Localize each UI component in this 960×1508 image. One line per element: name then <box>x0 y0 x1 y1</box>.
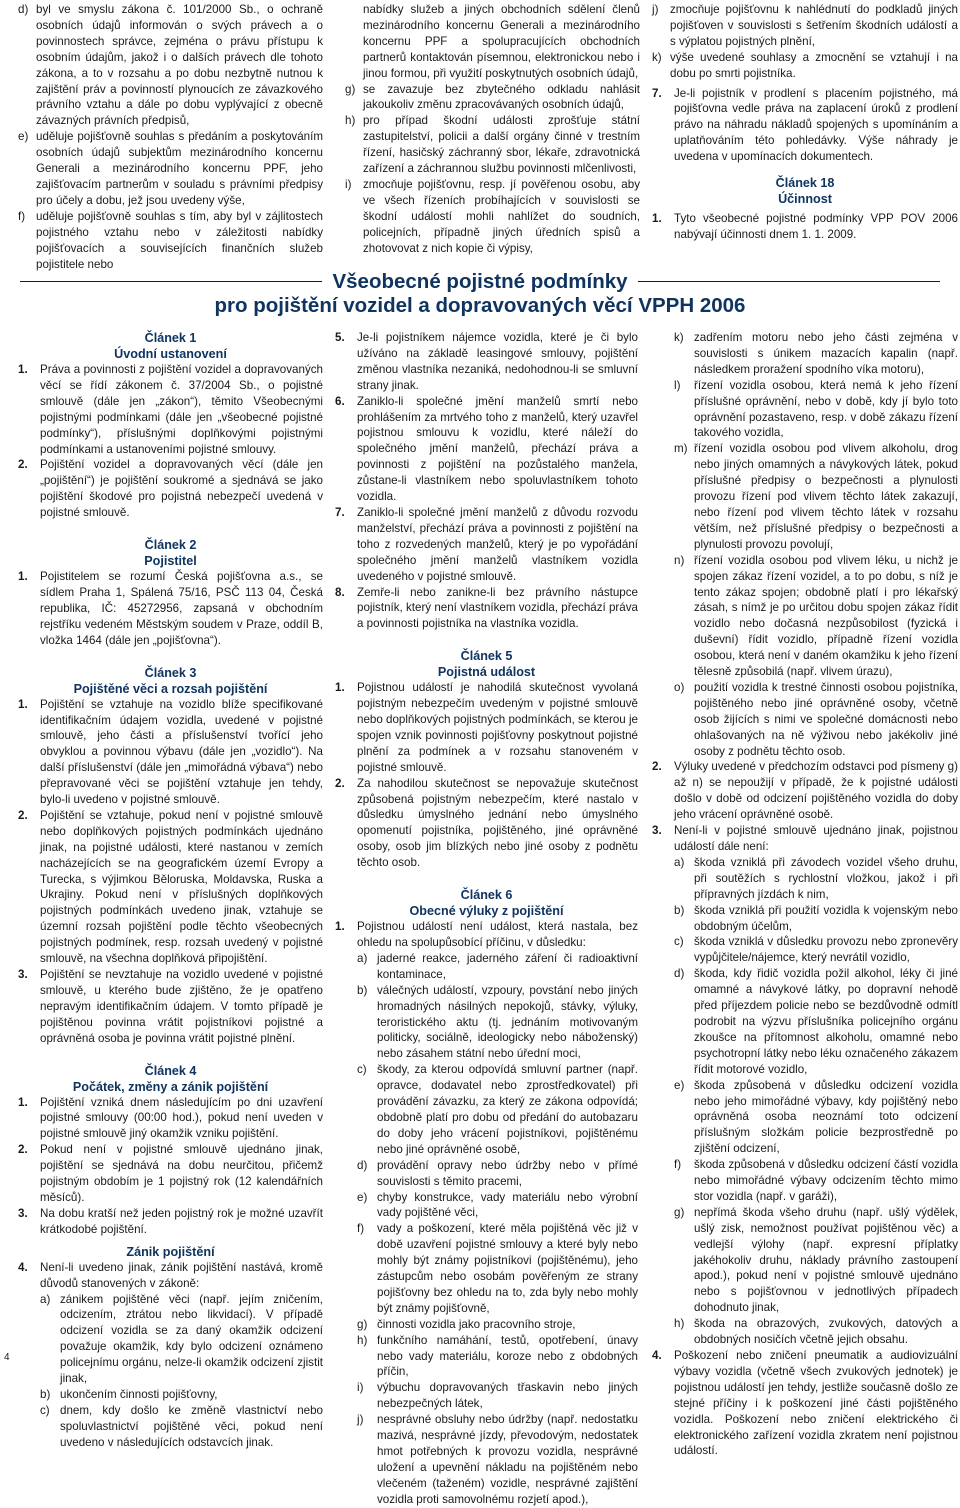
item-text: Pojištění se vztahuje, pokud není v pojistné smlouvě nebo doplňkových pojistných podmínkách ujednáno jinak, na pojistné události, které nastanou v zemích nacházejících se na geografickém území Evropy a Turecka, s výjimkou Běloruska, Moldavska, Ruska a Ukrajiny. Pokud není v příslušných doplňkových pojistných podmínkách uvedeno jinak, vztahuje se územní rozsah pojištění podle těchto všeobecných pojistných podmínek, resp. rozsah uvedený v pojistné smlouvě, na všechna doplňková připojištění. <box>40 808 323 966</box>
article-2-title: Článek 2 <box>144 538 197 553</box>
item-marker: j) <box>357 1413 364 1427</box>
item-text: škody, za kterou odpovídá smluvní partner (např. opravce, dodavatel nebo zprostředkovatel) při provádění závazku, za který ze zákona odpovídá; obdobně platí pro dobu od předání do autobazaru do doby jeho vrácení pojistníkovi, pojištěnému nebo jiné oprávněné osobě, <box>377 1063 638 1156</box>
list-item <box>357 1412 638 1507</box>
item-text: zadřením motoru nebo jeho části zejména v souvislosti s únikem mazacích kapalin (např. následkem proražení spodního víka motoru), <box>694 331 958 376</box>
item-text: řízení vozidla osobou pod vlivem léku, u nichž je spojen zákaz řízení vozidel, a to po dobu, s níž je tento zákaz spojen; obdobně platí i pro lékařský zásah, s nímž je po určitou dobu spojen zákaz řídit vozidlo nebo dočasná nezpůsobilost (fyzická i duševní) řídit vozidlo, případně řízení vozidla osobou, která není v daném okamžiku k jeho řízení tělesně způsobilá (např. vlivem úrazu), <box>694 553 958 679</box>
list-item <box>357 1221 638 1316</box>
item-marker: h) <box>357 1333 368 1347</box>
top-column-3 <box>652 2 958 243</box>
item-text: Je-li pojistník v prodlení s placením pojistného, má pojišťovna vedle práva na zaplacení úroků z prodlení právo na náhradu nákladů spojených s upomínáním a uplatňováním této pohledávky. Výše náhrady je uvedena v upomínacích dokumentech. <box>674 86 958 164</box>
list-item <box>357 1333 638 1381</box>
list-item <box>652 759 958 823</box>
item-marker: 7. <box>652 86 662 100</box>
item-text: činnosti vozidla jako pracovního stroje, <box>377 1317 576 1331</box>
item-text: škoda vzniklá při použití vozidla k vojenským nebo obdobným účelům, <box>694 903 958 933</box>
body-column-1 <box>18 330 323 1451</box>
item-text: Na dobu kratší než jeden pojistný rok je možné uzavřít krátkodobé pojištění. <box>40 1206 323 1236</box>
list-item <box>674 1316 958 1348</box>
article-2-subtitle: Pojistitel <box>144 554 197 569</box>
item-text: Je-li pojistníkem nájemce vozidla, které je či bylo užíváno na základě leasingové smlouvy, pojištění změnou vlastníka nezaniká, nedohodnou-li se smluvní strany jinak. <box>357 331 638 392</box>
item-marker: a) <box>357 951 368 965</box>
list-item <box>335 919 638 951</box>
item-marker: e) <box>674 1078 685 1092</box>
item-marker: 2. <box>18 458 28 472</box>
item-marker: 2. <box>18 1143 28 1157</box>
item-text: funkčního namáhání, testů, opotřebení, únavy nebo vady materiálu, koroze nebo z obdobných příčin, <box>377 1333 638 1379</box>
item-marker: 3. <box>652 824 662 838</box>
item-text: vady a poškození, které měla pojištěná věc již v době uzavření pojistné smlouvy a které byly nebo mohly být známy pojistníkovi (pojištěnému), jeho zástupcům nebo osobám pověřeným ze strany pojišťovny bez ohledu na to, zda byly nebo mohly být známy pojišťovně, <box>377 1222 638 1315</box>
item-marker: 8. <box>335 585 345 599</box>
article-5-title: Článek 5 <box>460 649 513 664</box>
item-marker: 4. <box>18 1260 28 1274</box>
item-text: Pojištění se nevztahuje na vozidlo uvedené v pojistné smlouvě, u kterého bude zjištěno, že je opatřeno nepravým identifikačním údajem. V tomto případě je pojištěnou povinna vrátit pojistníkovi pojistné a oprávněná osoba je povinna vrátit pojistné plnění. <box>40 968 323 1045</box>
list-item <box>335 505 638 585</box>
list-item <box>345 177 640 257</box>
list-item <box>357 951 638 983</box>
item-text: Výluky uvedené v předchozím odstavci pod písmeny g) až n) se nepoužijí v případě, že k pojistné události došlo v době od odcizení pojištěného vozidla do doby jeho vrácení oprávněné osobě. <box>674 760 958 822</box>
article-4-title: Článek 4 <box>144 1063 197 1078</box>
list-item <box>652 211 958 243</box>
article-6-title: Článek 6 <box>460 888 513 903</box>
item-text: použití vozidla k trestné činnosti osobou pojistníka, pojištěného nebo jiné oprávněné osoby, včetně osob žijících s nimi ve společné domácnosti nebo ohlašovaných na ně výživou nebo jakékoliv jiné osoby z podnětu těchto osob. <box>694 680 958 758</box>
item-text: Zaniklo-li společné jmění manželů smrtí nebo prohlášením za mrtvého toho z manželů, který uzavřel pojistnou smlouvu k vozidlu, které náleží do společného jmění manželů, přechází práva a povinnosti z pojištění na pozůstalého manžela, zůstane-li vlastníkem nebo spoluvlastníkem tohoto vozidla. <box>357 394 638 504</box>
list-item <box>18 129 323 209</box>
item-marker: g) <box>674 1205 685 1219</box>
list-item <box>357 1317 638 1333</box>
item-text: Za nahodilou skutečnost se nepovažuje skutečnost způsobená pojistným nebezpečím, které nastalo v důsledku úmyslného jednání nebo úmyslného opomenutí pojistníka, pojištěného, jiné oprávněné osoby, osob jim blízkých nebo jiné osoby z podnětu těchto osob. <box>357 776 638 870</box>
item-marker: c) <box>674 935 684 949</box>
item-text: pro případ škodní události zprošťuje státní zastupitelství, policii a další orgány činné v trestním řízení, hasičský záchranný sbor, lékaře, zdravotnická zařízení a záchrannou službu povinnosti mlčenlivosti, <box>363 114 640 176</box>
list-item <box>18 569 323 649</box>
list-item <box>674 966 958 1077</box>
list-item <box>674 1157 958 1205</box>
body-column-3 <box>652 330 958 1459</box>
item-text: Zaniklo-li společné jmění manželů z důvodu rozvodu manželství, přechází práva a povinnosti z pojištění na toho z rozvedených manželů, který je po vypořádání společného jmění manželů vlastníkem vozidla uvedeného v pojistné smlouvě. <box>357 505 638 583</box>
list-item <box>18 697 323 808</box>
list-item <box>18 1206 323 1238</box>
list-item <box>652 1348 958 1459</box>
list-item <box>652 823 958 855</box>
item-marker: b) <box>357 983 368 997</box>
item-text: Poškození nebo zničení pneumatik a audiovizuální výbavy vozidla (včetně všech zvukových jednotek) je pojistnou událostí jen tehdy, jestliže současně došlo ze stejné příčiny i k poškození jiné části pojištěného vozidla. Poškození nebo zničení elektrického či elektronického zařízení vozidla zkratem není pojistnou událostí. <box>674 1349 958 1458</box>
item-marker: g) <box>345 82 356 96</box>
item-text: Pojistitelem se rozumí Česká pojišťovna a.s., se sídlem Praha 1, Spálená 75/16, PSČ 113 04, Česká republika, IČ: 45272956, zapsaná v obchodním rejstříku vedeném Městským soudem v Praze, oddíl B, vložka 1464 (dále jen „pojišťovna“). <box>40 570 323 647</box>
list-item <box>18 2 323 129</box>
item-text: škoda na obrazových, zvukových, datových a obdobných nosičích včetně jejich obsahu. <box>694 1317 958 1347</box>
list-item <box>18 457 323 521</box>
item-marker: c) <box>357 1063 367 1077</box>
item-text: výbuchu dopravovaných třaskavin nebo jiných nebezpečných látek, <box>377 1381 638 1411</box>
list-item <box>18 1142 323 1206</box>
item-marker: 1. <box>652 212 662 226</box>
item-marker: a) <box>674 855 685 869</box>
list-item <box>357 1062 638 1157</box>
item-marker: n) <box>674 553 685 567</box>
title-rule-left <box>20 281 322 282</box>
item-marker: a) <box>40 1292 51 1306</box>
list-item <box>40 1387 323 1403</box>
item-marker <box>345 2 363 82</box>
list-item <box>674 441 958 552</box>
title-rule-right <box>638 281 940 282</box>
item-marker: 1. <box>18 363 28 376</box>
list-item <box>674 378 958 442</box>
document-title <box>0 270 960 317</box>
item-marker: f) <box>18 209 26 223</box>
item-marker: d) <box>674 967 685 981</box>
item-marker: 2. <box>335 776 345 790</box>
item-marker: 2. <box>652 760 662 774</box>
item-text: se zavazuje bez zbytečného odkladu nahlásit jakoukoliv změnu zpracovávaných osobních údajů, <box>363 82 640 112</box>
list-item <box>40 1292 323 1387</box>
list-item <box>674 330 958 378</box>
article-18-title: Článek 18 <box>775 176 835 191</box>
item-marker: 1. <box>18 697 28 711</box>
item-text: škoda vzniklá v důsledku provozu nebo zpronevěry vypůjčitele/nájemce, který nevrátil vozidlo, <box>694 935 958 965</box>
item-text: škoda způsobená v důsledku odcizení částí vozidla nebo mimořádné výbavy odcizením těchto mimo stor vozidla (např. v garáži), <box>694 1158 958 1203</box>
item-text: Pojištění se vztahuje na vozidlo blíže specifikované identifikačním údajem vozidla, uvedené v pojistné smlouvě, jeho části a příslušenství tvořící jeho obvyklou a povinnou výbavu (dále jen „vozidlo“). Na další příslušenství (dále jen „mimořádná výbava“) nebo přepravované věci se pojištění vztahuje jen tehdy, bylo-li uvedeno v pojistné smlouvě. <box>40 697 323 807</box>
item-text: nepřímá škoda všeho druhu (např. ušlý výdělek, ušlý zisk, nemožnost používat pojištěnou věc) a vedlejší výlohy (např. expresní příplatky jakéhokoliv druhu, náklady právního zastoupení apod.), pokud není v pojistné smlouvě ujednáno nebo s pojišťovnou v jednotlivých případech dohodnuto jinak, <box>694 1205 958 1315</box>
list-item <box>674 1205 958 1316</box>
list-item <box>674 934 958 966</box>
article-18-subtitle: Účinnost <box>778 192 832 207</box>
item-marker: h) <box>345 114 356 128</box>
list-item <box>674 553 958 680</box>
item-text: Pokud není v pojistné smlouvě ujednáno jinak, pojištění se sjednává na dobu neurčitou, přičemž pojistným obdobím je 1 pojistný rok (12 kalendářních měsíců). <box>40 1143 323 1204</box>
article-4-subtitle: Počátek, změny a zánik pojištění <box>72 1079 269 1094</box>
list-item <box>40 1403 323 1451</box>
item-marker: e) <box>18 130 29 144</box>
item-marker: 3. <box>18 968 28 981</box>
item-marker: f) <box>357 1222 365 1236</box>
list-item <box>674 903 958 935</box>
item-marker: 1. <box>335 920 345 934</box>
item-text: byl ve smyslu zákona č. 101/2000 Sb., o ochraně osobních údajů informován o svých právech a o povinnostech správce, zejména o právu přístupu k osobním údajům, jakož i o dalších právech dle tohoto zákona, a to v rozsahu a po dobu nezbytně nutnou k zajištění práv a povinností plynoucích ze závazkového právního vztahu a dále po dobu vyplývající z obecně závazných právních předpisů, <box>36 3 323 128</box>
item-marker: 4. <box>652 1349 662 1362</box>
item-marker: b) <box>40 1387 51 1401</box>
item-text: škoda, kdy řidič vozidla požil alkohol, léky či jiné omamné a návykové látky, po dopravní nehodě před příjezdem policie nebo se bezdůvodně odmítl podrobit na výzvu příslušníka policejního orgánu zkoušce na přítomnost alkoholu, omamné nebo psychotropní látky nebo léku označeného zákazem řídit motorové vozidlo, <box>694 967 958 1076</box>
item-marker: d) <box>357 1158 368 1172</box>
item-marker: j) <box>652 3 659 16</box>
article-1-title: Článek 1 <box>144 331 197 345</box>
item-marker: m) <box>674 442 688 456</box>
title-line-2: pro pojištění vozidel a dopravovaných věcí VPPH 2006 <box>214 294 746 317</box>
list-item <box>652 2 958 50</box>
article-5-subtitle: Pojistná událost <box>437 665 536 680</box>
item-marker: 5. <box>335 331 345 344</box>
list-item <box>652 86 958 166</box>
item-marker: 7. <box>335 505 345 519</box>
item-text: zánikem pojištěné věci (např. jejím zničením, odcizením, ztrátou nebo likvidací). V případě odcizení vozidla se za daný okamžik odcizení považuje okamžik, kdy bylo odcizení oznámeno policejnímu orgánu, nelze-li okamžik odcizení zjistit jinak, <box>60 1292 323 1386</box>
item-marker: 1. <box>18 1095 28 1109</box>
list-item <box>674 855 958 903</box>
item-text: nesprávné obsluhy nebo údržby (např. nedostatku mazivá, nesprávné jízdy, převodovým, nedostatek hmot potřebných k provozu vozidla, nesprávné uložení a upevnění nákladu na pojištěném nebo vlečeném (taženém) vozidle, nesprávné zajištění vozidla proti samovolnému rozjetí apod.), <box>377 1413 638 1506</box>
list-item <box>357 983 638 1063</box>
list-item <box>345 82 640 114</box>
item-marker: d) <box>18 3 29 16</box>
item-text: ukončením činnosti pojišťovny, <box>60 1387 218 1401</box>
list-item <box>652 50 958 82</box>
item-marker: c) <box>40 1403 50 1417</box>
item-text: Není-li uvedeno jinak, zánik pojištění nastává, kromě důvodů stanovených v zákoně: <box>40 1260 323 1290</box>
item-text: Pojistnou událostí je nahodilá skutečnost vyvolaná pojistným nebezpečím uvedeným v pojistné smlouvě nebo doplňkových pojistných podmínkách, se kterou je spojen vznik povinnosti pojišťovny poskytnout pojistné plnění za podmínek a v rozsahu stanoveném v pojistné smlouvě. <box>357 681 638 774</box>
section-zanik-title: Zánik pojištění <box>126 1244 215 1259</box>
item-text: výše uvedené souhlasy a zmocnění se vztahují i na dobu po smrti pojistníka. <box>670 50 958 80</box>
item-text: jaderné reakce, jaderného záření či radioaktivní kontaminace, <box>377 951 638 981</box>
page-number: 4 <box>4 1352 10 1363</box>
item-text: Pojistnou událostí není událost, která nastala, bez ohledu na spolupůsobící příčinu, v důsledku: <box>357 920 638 949</box>
list-item <box>18 808 323 967</box>
list-item <box>345 2 640 82</box>
item-marker: 3. <box>18 1206 28 1220</box>
item-text: dnem, kdy došlo ke změně vlastnictví nebo spoluvlastnictví pojištěné věci, pokud není uvedeno v následujících odstavcích jinak. <box>60 1403 323 1449</box>
item-text: řízení vozidla osobou pod vlivem alkoholu, drog nebo jiných omamných a návykových látek, pokud příslušné předpisy o bezpečnosti a plynulosti provozu řízení pod vlivem těchto látek zakazují, nebo řízení pod vlivem těchto látek v rozsahu větším, než příslušné předpisy o bezpečnosti a plynulosti provozu povolují, <box>694 442 958 551</box>
item-text: Není-li v pojistné smlouvě ujednáno jinak, pojistnou událostí dále není: <box>674 824 958 853</box>
item-marker: l) <box>674 378 681 392</box>
item-marker: 1. <box>18 570 28 584</box>
item-marker: o) <box>674 680 685 694</box>
item-text: škoda způsobená v důsledku odcizení vozidla nebo jeho mimořádné výbavy, kdy pojištěný nebo oprávněná osoba neoznámí toto odcizení příslušným složkám policie bezprostředně po zjištění odcizení, <box>694 1078 958 1156</box>
item-marker: e) <box>357 1190 368 1204</box>
item-text: nabídky služeb a jiných obchodních sdělení členů mezinárodního koncernu Generali a mezinárodního koncernu PPF a spolupracujících obchodních partnerů kontaktován písemnou, elektronickou nebo i jinou formou, při využití poskytnutých osobních údajů, <box>363 3 640 80</box>
item-marker: k) <box>652 50 662 64</box>
item-text: Práva a povinnosti z pojištění vozidel a dopravovaných věcí se řídí zákonem č. 37/2004 Sb., o pojistné smlouvě (dále jen „zákon“), těmito Všeobecnými pojistnými podmínkami (dále jen „všeobecné pojistné podmínky“), příslušnými doplňkovými pojistnými podmínkami a ustanoveními pojistné smlouvy. <box>40 363 323 456</box>
title-line-1: Všeobecné pojistné podmínky <box>332 270 628 293</box>
list-item <box>335 394 638 505</box>
item-marker: 1. <box>335 681 345 695</box>
list-item <box>335 585 638 633</box>
list-item <box>674 1078 958 1158</box>
list-item <box>18 209 323 273</box>
list-item <box>357 1158 638 1190</box>
item-text: uděluje pojišťovně souhlas s předáním a poskytováním osobních údajů subjektům mezinárodního koncernu Generali a mezinárodního koncernu PPF, jeho zajišťovacím partnerům v souladu s právními předpisy pro účely a dobu, jež jsou uvedeny výše, <box>36 130 323 207</box>
list-item <box>335 680 638 775</box>
list-item <box>18 967 323 1047</box>
body-column-2 <box>335 330 638 1508</box>
item-text: Pojištění vozidel a dopravovaných věcí (dále jen „pojištění“) je pojištění soukromé a sjednává se jako pojištění škodové pro pojistná nebezpečí uvedená v pojistné smlouvě. <box>40 458 323 520</box>
item-marker: f) <box>674 1158 682 1172</box>
article-6-subtitle: Obecné výluky z pojištění <box>409 904 564 919</box>
item-text: Pojištění vzniká dnem následujícím po dni uzavření pojistné smlouvy (00:00 hod.), pokud není uveden v pojistné smlouvě jiný okamžik vzniku pojištění. <box>40 1095 323 1141</box>
article-1-subtitle: Úvodní ustanovení <box>114 347 227 361</box>
article-3-subtitle: Pojištěné věci a rozsah pojištění <box>73 681 268 696</box>
list-item <box>335 330 638 394</box>
list-item <box>357 1380 638 1412</box>
top-column-2 <box>345 2 640 257</box>
item-text: chyby konstrukce, vady materiálu nebo výrobní vady pojištěné věci, <box>377 1190 638 1220</box>
item-text: válečných událostí, vzpoury, povstání nebo jiných hromadných násilných nepokojů, stávky, výluky, teroristického aktu (tj. jednáním motivovaným politicky, sociálně, ideologicky nebo náboženský) nebo zásahem státní nebo úřední moci, <box>377 983 638 1061</box>
top-column-1 <box>18 2 323 272</box>
item-text: uděluje pojišťovně souhlas s tím, aby byl v zájlitostech pojistného vztahu nebo v záležitosti nabídky pojišťovacích a souvisejících finančních služeb pojistitele nebo <box>36 209 323 271</box>
list-item <box>18 1260 323 1292</box>
list-item <box>335 776 638 871</box>
item-marker: b) <box>674 903 685 917</box>
item-marker: 6. <box>335 394 345 408</box>
item-text: Tyto všeobecné pojistné podmínky VPP POV 2006 nabývají účinnosti dnem 1. 1. 2009. <box>674 212 958 241</box>
item-marker: h) <box>674 1317 685 1331</box>
list-item <box>674 680 958 760</box>
item-text: Zemře-li nebo zanikne-li bez právního nástupce pojistník, který není vlastníkem vozidla, přechází práva a povinnosti pojistníka na vlastníka vozidla. <box>357 585 638 631</box>
article-3-title: Článek 3 <box>144 665 197 680</box>
item-marker: k) <box>674 331 684 344</box>
item-marker: 2. <box>18 808 28 822</box>
item-text: zmocňuje pojišťovnu, resp. jí pověřenou osobu, aby ve všech řízeních probíhajících v souvislosti se škodní událostí mohli nahlížet do soudních, policejních, případně jiných úředních spisů a zhotovovat z nich kopie či výpisy, <box>363 177 640 255</box>
list-item <box>18 362 323 457</box>
list-item <box>345 113 640 177</box>
item-text: provádění opravy nebo údržby nebo v přímé souvislosti s těmito pracemi, <box>377 1158 638 1188</box>
item-marker: i) <box>357 1381 364 1395</box>
list-item <box>357 1190 638 1222</box>
item-text: škoda vzniklá při závodech vozidel všeho druhu, při soutěžích s rychlostní vložkou, jakož i při přípravných jízdách k nim, <box>694 855 958 901</box>
item-marker: g) <box>357 1317 368 1331</box>
item-marker: i) <box>345 177 352 191</box>
item-text: řízení vozidla osobou, která nemá k jeho řízení příslušné oprávnění, nebo v době, kdy jí bylo toto oprávnění pozastaveno, resp. v době zákazu řízení takového vozidla, <box>694 378 958 440</box>
list-item <box>18 1095 323 1143</box>
item-text: zmocňuje pojišťovnu k nahlédnutí do podkladů jiných pojišťoven v souvislosti s šetřením škodních událostí a s výplatou pojistných plnění, <box>670 3 958 48</box>
